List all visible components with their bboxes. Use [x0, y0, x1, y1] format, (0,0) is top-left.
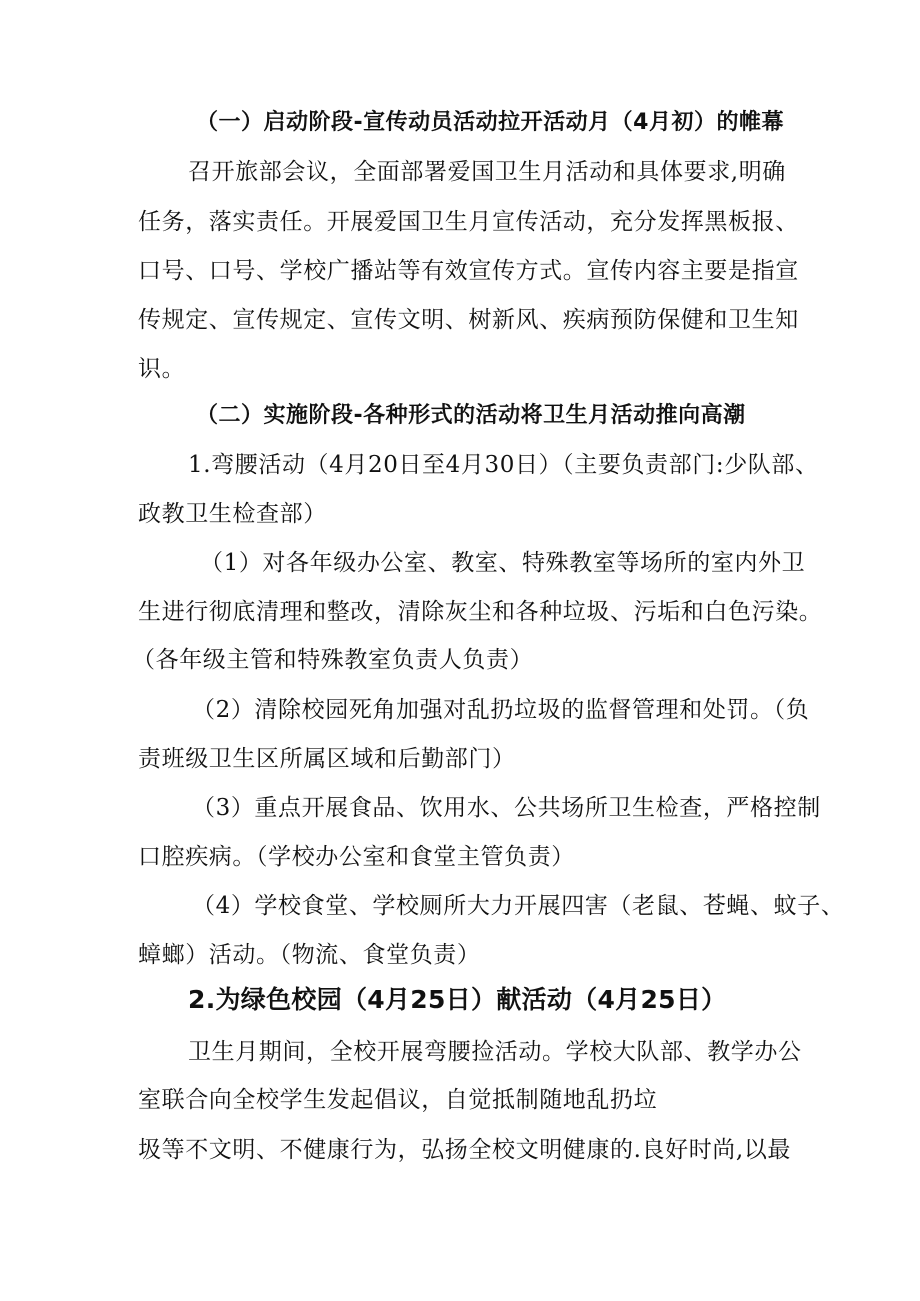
paragraph-line: 口腔疾病。（学校办公室和食堂主管负责）	[138, 844, 575, 870]
paragraph-line: 卫生月期间，全校开展弯腰捡活动。学校大队部、教学办公	[188, 1039, 802, 1065]
paragraph-line: 传规定、宣传规定、宣传文明、树新风、疾病预防保健和卫生知	[138, 307, 799, 333]
paragraph-line: 责班级卫生区所属区域和后勤部门）	[138, 746, 516, 772]
paragraph-line: 室联合向全校学生发起倡议，自觉抵制随地乱扔垃	[138, 1087, 658, 1113]
paragraph-line: 生进行彻底清理和整改，清除灰尘和各种垃圾、污垢和白色污染。	[138, 599, 823, 625]
paragraph-line: （2）清除校园死角加强对乱扔垃圾的监督管理和处罚。（负	[192, 697, 810, 723]
paragraph-line: （4）学校食堂、学校厕所大力开展四害（老鼠、苍蝇、蚊子、	[192, 893, 845, 919]
paragraph-line: 口号、口号、学校广播站等有效宣传方式。宣传内容主要是指宣	[138, 258, 799, 284]
section-heading-2: （二）实施阶段-各种形式的活动将卫生月活动推向高潮	[196, 403, 746, 428]
paragraph-line: 1.弯腰活动（4月20日至4月30日）（主要负责部门:少队部、	[188, 452, 819, 478]
paragraph-line: （1）对各年级办公室、教室、特殊教室等场所的室内外卫	[200, 550, 806, 576]
paragraph-line: 识。	[138, 356, 186, 382]
paragraph-line: （各年级主管和特殊教室负责人负责）	[132, 647, 534, 673]
paragraph-line: 召开旅部会议，全面部署爱国卫生月活动和具体要求,明确	[188, 159, 786, 185]
paragraph-line: 圾等不文明、不健康行为，弘扬全校文明健康的.良好时尚,以最	[138, 1137, 792, 1163]
paragraph-line: 任务，落实责任。开展爱国卫生月宣传活动，充分发挥黑板报、	[138, 209, 799, 235]
paragraph-line: 政教卫生检查部）	[138, 501, 327, 527]
paragraph-line: （3）重点开展食品、饮用水、公共场所卫生检查，严格控制	[192, 795, 821, 821]
section-heading-1: （一）启动阶段-宣传动员活动拉开活动月（4月初）的帷幕	[196, 110, 784, 135]
section-heading-3: 2.为绿色校园（4月25日）献活动（4月25日）	[188, 985, 727, 1014]
paragraph-line: 蟑螂）活动。（物流、食堂负责）	[138, 942, 481, 968]
